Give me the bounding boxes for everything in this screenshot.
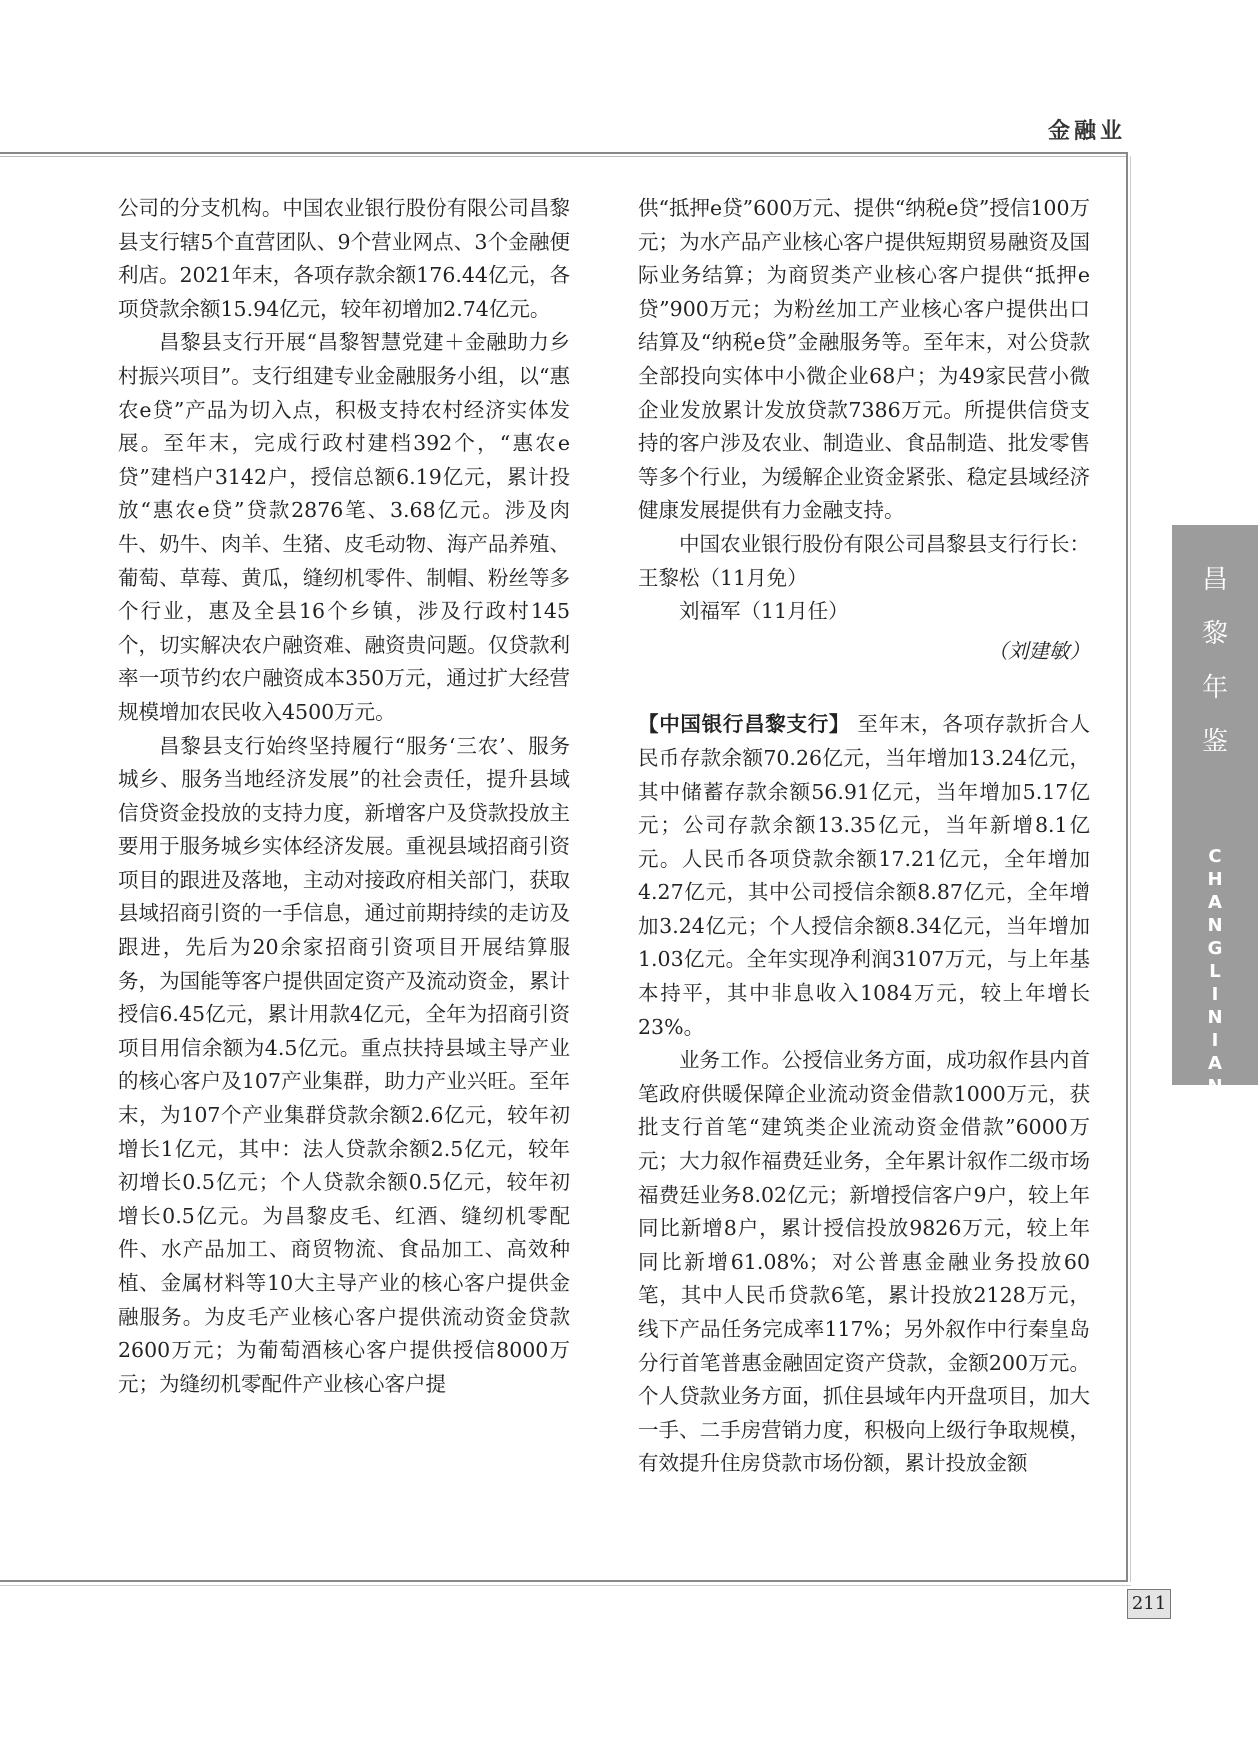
pinyin-char: H — [1207, 869, 1223, 890]
frame-bottom-shadow — [0, 1585, 1131, 1586]
right-paragraph-3: 刘福军（11月任） — [679, 599, 849, 624]
pinyin-char: N — [1207, 1076, 1223, 1097]
pinyin-char: L — [1209, 961, 1221, 982]
frame-right-rule — [1126, 152, 1128, 1582]
sidebar-title-char: 昌 — [1201, 565, 1228, 595]
header-rule-shadow — [0, 156, 1128, 157]
entry-title: 【中国银行昌黎支行】 — [638, 712, 851, 737]
byline: （刘建敏） — [987, 638, 1090, 663]
pinyin-char: I — [1211, 984, 1219, 1005]
pinyin-char: N — [1207, 1007, 1223, 1028]
section-spacer — [638, 668, 1090, 708]
left-paragraph-1: 公司的分支机构。中国农业银行股份有限公司昌黎县支行辖5个直营团队、9个营业网点、3个金融便利店。2021年末，各项存款余额176.44亿元，各项贷款余额15.94亿元，较年初增加2.74亿元。 — [118, 196, 570, 321]
sidebar-pinyin — [1172, 845, 1258, 1190]
pinyin-char: I — [1211, 1030, 1219, 1051]
sidebar-title-char: 年 — [1201, 673, 1228, 703]
pinyin-char: N — [1207, 915, 1223, 936]
left-paragraph-3: 昌黎县支行始终坚持履行“服务‘三农’、服务城乡、服务当地经济发展”的社会责任，提升县域信贷资金投放的支持力度，新增客户及贷款投放主要用于服务城乡实体经济发展。重视县域招商引资项目的跟进及落地，主动对接政府相关部门，获取县域招商引资的一手信息，通过前期持续的走访及跟进，先后为20余家招商引资项目开展结算服务，为国能等客户提供固定资产及流动资金，累计授信6.45亿元，累计用款4亿元，全年为招商引资项目用信余额为4.5亿元。重点扶持县域主导产业的核心客户及107产业集群，助力产业兴旺。至年末，为107个产业集群贷款余额2.6亿元，较年初增长1亿元，其中：法人贷款余额2.5亿元，较年初增长0.5亿元；个人贷款余额0.5亿元，较年初增长0.5亿元。为昌黎皮毛、红酒、缝纫机零配件、水产品加工、商贸物流、食品加工、高效种植、金属材料等10大主导产业的核心客户提供金融服务。为皮毛产业核心客户提供流动资金贷款2600万元；为葡萄酒核心客户提供授信8000万元；为缝纫机零配件产业核心客户提 — [118, 733, 570, 1396]
right-paragraph-4 — [638, 708, 1090, 1044]
pinyin-char: N — [1207, 1168, 1223, 1189]
pinyin-char: C — [1208, 846, 1222, 867]
right-paragraph-5: 业务工作。公授信业务方面，成功叙作县内首笔政府供暖保障企业流动资金借款1000万元，获批支行首笔“建筑类企业流动资金借款”6000万元；大力叙作福费廷业务，全年累计叙作二级市场福费廷业务8.02亿元；新增授信客户9户，较上年同比新增8户，累计授信投放9826万元，较上年同比新增61.08%；对公普惠金融业务投放60笔，其中人民币贷款6笔，累计投放2128万元，线下产品任务完成率117%；另外叙作中行秦皇岛分行首笔普惠金融固定资产贷款，金额200万元。个人贷款业务方面，抓住县域年内开盘项目，加大一手、二手房营销力度，积极向上级行争取规模，有效提升住房贷款市场份额，累计投放金额 — [638, 1048, 1090, 1476]
left-paragraph-2: 昌黎县支行开展“昌黎智慧党建＋金融助力乡村振兴项目”。支行组建专业金融服务小组，以“惠农e贷”产品为切入点，积极支持农村经济实体发展。至年末，完成行政村建档392个，“惠农e贷”建档户3142户，授信总额6.19亿元，累计投放“惠农e贷”贷款2876笔、3.68亿元。涉及肉牛、奶牛、肉羊、生猪、皮毛动物、海产品养殖、葡萄、草莓、黄瓜，缝纫机零件、制帽、粉丝等多个行业，惠及全县16个乡镇，涉及行政村145个，切实解决农户融资难、融资贵问题。仅贷款利率一项节约农户融资成本350万元，通过扩大经营规模增加农民收入4500万元。 — [118, 330, 570, 724]
right-column — [638, 192, 1090, 1481]
pinyin-char: A — [1208, 1145, 1222, 1166]
header-rule — [0, 152, 1128, 154]
right-paragraph-2: 中国农业银行股份有限公司昌黎县支行行长：王黎松（11月免） — [638, 531, 1090, 590]
frame-right-shadow — [1130, 156, 1131, 1582]
pinyin-char: J — [1211, 1099, 1219, 1120]
pinyin-char: G — [1207, 938, 1223, 959]
page-number: 211 — [1127, 1589, 1171, 1619]
frame-bottom-rule — [0, 1580, 1128, 1582]
pinyin-char: A — [1208, 1053, 1222, 1074]
sidebar-title — [1172, 567, 1258, 783]
left-column — [118, 192, 570, 1401]
pinyin-char: A — [1208, 892, 1222, 913]
right-paragraph-1: 供“抵押e贷”600万元、提供“纳税e贷”授信100万元；为水产品产业核心客户提供短期贸易融资及国际业务结算；为商贸类产业核心客户提供“抵押e贷”900万元；为粉丝加工产业核心客户提供出口结算及“纳税e贷”金融服务等。至年末，对公贷款全部投向实体中小微企业68户；为49家民营小微企业发放累计发放贷款7386万元。所提供信贷支持的客户涉及农业、制造业、食品制造、批发零售等多个行业，为缓解企业资金紧张、稳定县域经济健康发展提供有力金融支持。 — [638, 196, 1090, 523]
sidebar-title-char: 鉴 — [1201, 727, 1228, 757]
section-title: 金融业 — [1047, 118, 1126, 144]
pinyin-char: I — [1211, 1122, 1219, 1143]
sidebar-tab — [1172, 525, 1258, 1189]
sidebar-title-char: 黎 — [1201, 619, 1228, 649]
entry-text: 至年末，各项存款折合人民币存款余额70.26亿元，当年增加13.24亿元，其中储蓄存款余额56.91亿元，当年增加5.17亿元；公司存款余额13.35亿元，当年新增8.1亿元。人民币各项贷款余额17.21亿元，全年增加4.27亿元，其中公司授信余额8.87亿元，全年增加3.24亿元；个人授信余额8.34亿元，当年增加1.03亿元。全年实现净利润3107万元，与上年基本持平，其中非息收入1084万元，较上年增长23%。 — [638, 712, 1091, 1039]
